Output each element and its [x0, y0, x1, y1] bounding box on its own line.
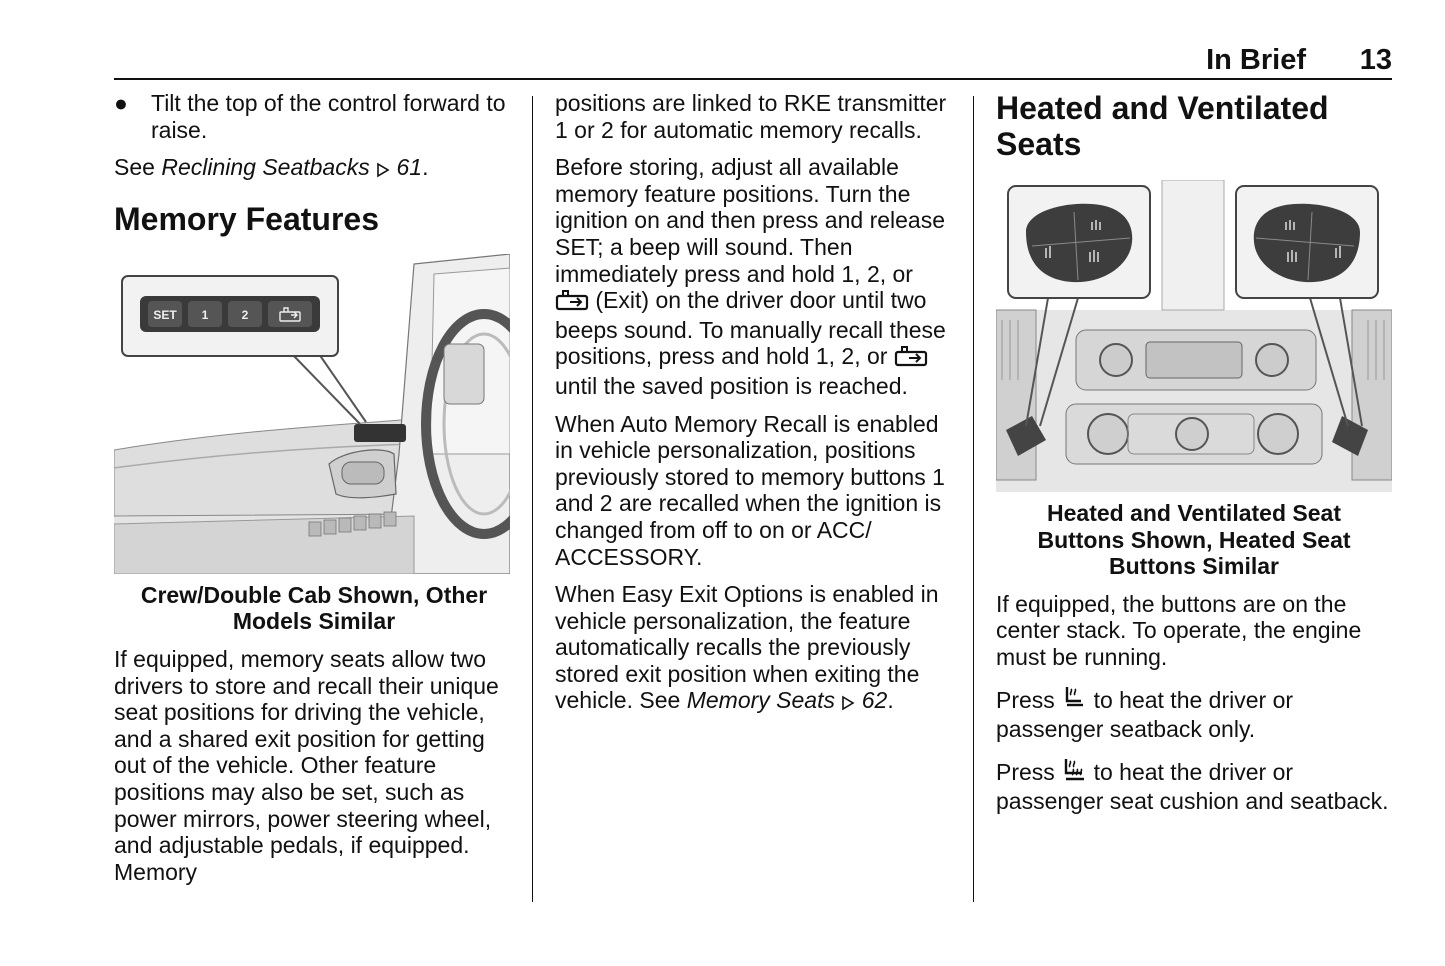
heated-seat-buttons-figure: [996, 180, 1392, 492]
door-memory-buttons-figure: [114, 254, 510, 574]
column-middle: [555, 90, 950, 728]
page-number: 13: [1359, 44, 1392, 76]
figure-two-label: 2: [241, 307, 249, 322]
seatback-heat-text: to heat the driver or passenger seatback only.: [996, 686, 1294, 743]
sentence-end: .: [887, 687, 894, 714]
column-right: [996, 90, 1392, 826]
easy-exit-paragraph: [555, 581, 950, 717]
xref-page-number[interactable]: 61: [396, 154, 423, 181]
cushion-heat-text: to heat the driver or passenger seat cushion and seatback.: [996, 758, 1389, 815]
xref-page-number[interactable]: 62: [861, 687, 888, 714]
storing-paragraph: [555, 154, 950, 399]
storing-text-b: (Exit) on the driver door until two beeps sound. To manually recall these positions, press and hold 1, 2, or: [555, 287, 946, 370]
heated-seat-intro-paragraph: If equipped, the buttons are on the center stack. To operate, the engine must be running.: [996, 590, 1362, 670]
storing-text-c: until the saved position is reached.: [555, 372, 908, 399]
storing-text-a: Before storing, adjust all available memory feature positions. Turn the ignition on and then press and release SET; a beep will sound. Then immediately press and hold 1, 2, or: [555, 154, 946, 287]
memory-intro-paragraph: If equipped, memory seats allow two drivers to store and recall their unique seat positions for driving the vehicle, and a shared exit position for getting out of the vehicle. Other feature positions may also be set, such as power mirrors, power steering wheel, and adjustable pedals, if equipped. Memory: [114, 645, 499, 885]
cushion-heat-paragraph: [996, 757, 1392, 815]
memory-exit-seat-icon: [555, 287, 589, 317]
page-header: [114, 44, 1392, 78]
rke-paragraph: positions are linked to RKE transmitter 1 or 2 for automatic memory recalls.: [555, 90, 947, 143]
memory-exit-seat-icon: [894, 343, 928, 373]
column-left: [114, 90, 514, 896]
press-label: Press: [996, 758, 1062, 785]
bullet-text: Tilt the top of the control forward to raise.: [151, 90, 506, 143]
column-divider: [532, 96, 533, 902]
easy-exit-text: When Easy Exit Options is enabled in vehicle personalization, the feature automatically recalls the previously stored exit position when exiting the vehicle. See: [555, 581, 939, 714]
xref-reclining-seatbacks[interactable]: Reclining Seatbacks: [161, 154, 370, 181]
section-title: In Brief: [1206, 44, 1306, 76]
figure-caption: Heated and Ventilated Seat Buttons Shown, Heated Seat Buttons Similar: [1037, 500, 1351, 580]
see-also-reclining: See Reclining Seatbacks 61.: [114, 154, 514, 184]
figure-set-label: SET: [153, 307, 177, 322]
page-reference-arrow-icon: [376, 157, 390, 184]
see-prefix: See: [114, 154, 162, 181]
heated-seat-cushion-icon: [1061, 757, 1087, 789]
column-divider: [973, 96, 974, 902]
auto-memory-recall-paragraph: When Auto Memory Recall is enabled in vehicle personalization, positions previously stored to memory buttons 1 and 2 are recalled when the ignition is changed from off to on or ACC/ ACCESSORY.: [555, 410, 945, 570]
press-label: Press: [996, 686, 1062, 713]
heated-ventilated-heading: Heated and Ventilated Seats: [996, 90, 1329, 162]
bullet-item: [114, 90, 514, 143]
xref-memory-seats[interactable]: Memory Seats: [686, 687, 835, 714]
header-rule: [114, 78, 1392, 80]
seatback-heat-paragraph: [996, 685, 1392, 743]
figure-caption: Crew/Double Cab Shown, Other Models Similar: [140, 581, 488, 635]
bullet-dot: ●: [114, 90, 128, 116]
memory-features-heading: Memory Features: [114, 200, 379, 237]
figure-one-label: 1: [201, 307, 209, 322]
page-reference-arrow-icon: [841, 690, 855, 717]
heated-seatback-icon: [1061, 685, 1087, 717]
